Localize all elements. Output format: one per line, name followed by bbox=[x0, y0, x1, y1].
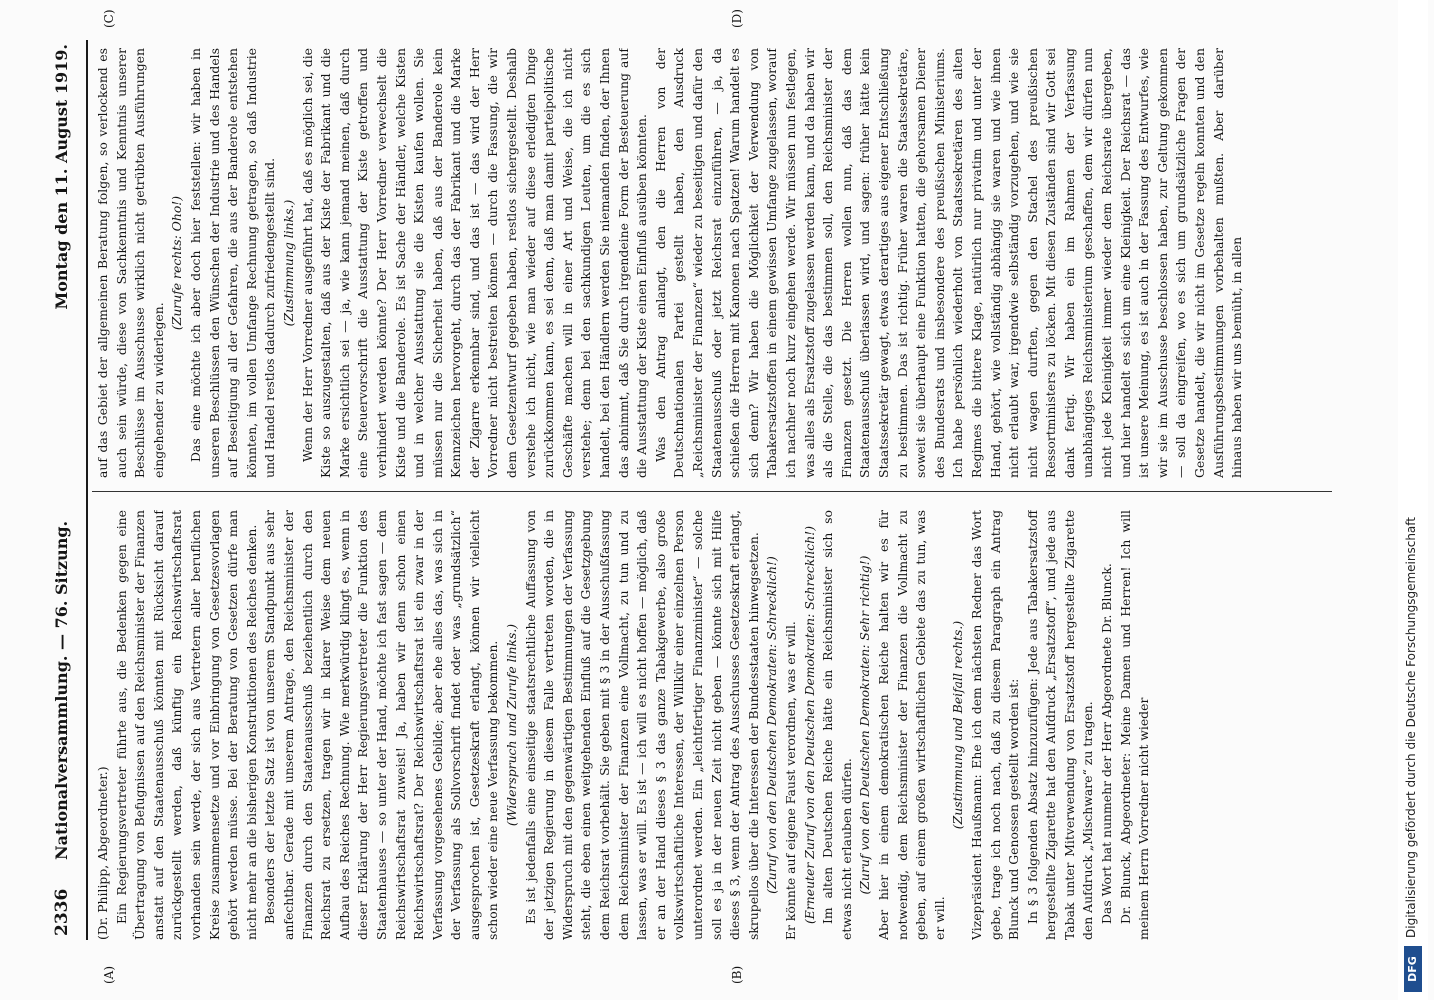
margin-letter-a: (A) bbox=[102, 965, 116, 984]
page-body bbox=[10, 9, 1410, 984]
paragraph: Im alten Deutschen Reiche hätte ein Reichsminister sich so etwas nicht erlauben dürfen. bbox=[820, 510, 854, 940]
paragraph: (Dr. Philipp, Abgeordneter.) bbox=[95, 766, 110, 940]
paragraph: (Zuruf von den Deutschen Demokraten: Schrecklich!) bbox=[764, 556, 780, 894]
right-text-column bbox=[94, 48, 1324, 478]
paragraph: Was den Antrag anlangt, den die Herren von der Deutschnationalen Partei gestellt haben, den Ausdruck „Reichsminister der Finanzen“ wieder zu beseitigen und dafür den Staatenausschuß oder jetzt Reichsrat einzuführen, — ja, da schießen die Herren mit Kanonen nach Spatzen! Warum handelt es sich denn? Wir haben die Möglichkeit der Verwendung von Tabakersatzstoffen in einem gewissen Umfange zugelassen, worauf ich nachher noch kurz eingehen werde. Wir müssen nun festlegen, was alles als Ersatzstoff zugelassen werden kann, und da haben wir als die Stelle, die das bestimmen soll, den Reichsminister der Finanzen gesetzt. Die Herren wollen nun, daß das dem Staatenausschuß überlassen wird, und sagen: früher hätte kein Staatssekretär gewagt, etwas derartiges aus eigener Entschließung zu bestimmen. Das ist richtig. Früher waren die Staatssekretäre, soweit sie überhaupt eine Funktion hatten, die gehorsamen Diener des Bundesrats und insbesondere des preußischen Ministeriums. Ich habe persönlich wiederholt von Staatssekretären des alten Regimes die bittere Klage, natürlich nur privatim und unter der Hand, gehört, wie vollständig abhängig sie waren und wie ihnen nicht erlaubt war, irgendwie selbständig vorzugehen, und wie sie nicht wagen durften, gegen den Stachel des preußischen Ressortministers zu löcken. Mit diesen Zuständen sind wir Gott sei dank fertig. Wir haben ein im Rahmen der Verfassung unabhängiges Reichsministerium geschaffen, dem wir dürfen nun nicht jede Kleinigkeit immer wieder dem Reichsrate übergeben, und hier handelt es sich um eine Kleinigkeit. Der Reichsrat — das ist unsere Meinung, es ist auch in der Fassung des Entwurfes, wie wir sie im Ausschusse beschlossen haben, zur Geltung gekommen — soll da eingreifen, wo es sich um grundsätzliche Fragen der Gesetze handelt, die wir nicht im Gesetze regeln konnten und den Ausführungsbestimmungen vorbehalten mußten. Aber darüber hinaus haben wir uns bemüht, in allen bbox=[652, 48, 1245, 478]
margin-letter-c: (C) bbox=[102, 9, 116, 28]
paragraph: (Zuruf von den Deutschen Demokraten: Sehr richtig!) bbox=[857, 555, 873, 895]
paragraph: Es ist jedenfalls eine einseitige staatsrechtliche Auffassung von der jetzigen Regierung in diesem Falle vertreten worden, die in Widerspruch mit den gegenwärtigen Bestimmungen der Verfassung steht, die eben einen weitgehenden Einfluß auf die Gesetzgebung dem Reichsrat vorbehält. Sie geben mit § 3 in der Ausschußfassung dem Reichsminister der Finanzen eine Vollmacht, zu tun und zu lassen, was er will. Es ist — ich will es nicht hoffen — möglich, daß er an der Hand dieses § 3 das ganze Tabakgewerbe, also große volkswirtschaftliche Interessen, der Willkür einer einzelnen Person unterordnet werden. Ein „leichtfertiger Finanzminister“ — solche soll es ja in der neuen Zeit nicht geben — könnte sich mit Hilfe dieses § 3, wenn der Antrag des Ausschusses Gesetzeskraft erlangt, skrupellos über die Interessen der Bundesstaaten hinwegsetzen. bbox=[522, 510, 761, 940]
header-rule bbox=[86, 40, 88, 940]
paragraph: Er könnte auf eigene Faust verordnen, was er will. bbox=[782, 621, 798, 940]
dfg-logo: DFG bbox=[1404, 946, 1422, 992]
paragraph: Ein Regierungsvertreter führte aus, die Bedenken gegen eine Übertragung von Befugnissen auf den Reichsminister der Finanzen anstatt auf den Staatenausschuß könnten mit Rücksicht darauf zurückgestellt werden, daß künftig ein Reichswirtschaftsrat vorhanden sein werde, der sich aus Vertretern aller beruflichen Kreise zusammensetze und vor Einbringung von Gesetzesvorlagen gehört werden müsse. Bei der Beratung von Gesetzen dürfe man nicht mehr an die bisherigen Konstruktionen des Reiches denken. bbox=[113, 510, 259, 940]
paragraph: Vizepräsident Haußmann: Ehe ich dem nächsten Redner das Wort gebe, trage ich noch nach, daß zu diesem Paragraph ein Antrag Blunck und Genossen gestellt worden ist: bbox=[968, 510, 1022, 940]
session-date: Montag den 11. August 1919. bbox=[52, 44, 71, 310]
paragraph: Das Wort hat nunmehr der Herr Abgeordnete Dr. Blunck. bbox=[1099, 563, 1115, 924]
paragraph: In § 3 folgenden Absatz hinzuzufügen: Jede aus Tabakersatzstoff hergestellte Zigarette hat den Aufdruck „Ersatzstoff“, und jede aus Tabak unter Mitverwendung von Ersatzstoff hergestellte Zigarette den Aufdruck „Mischware“ zu tragen. bbox=[1024, 510, 1096, 940]
paragraph: Besonders der letzte Satz ist von unserem Standpunkt aus sehr anfechtbar. Gerade mit unserem Antrage, den Reichsminister der Finanzen durch den Staatenausschuß beziehentlich durch den Reichsrat zu ersetzen, tragen wir in klarer Weise dem neuen Aufbau des Reiches Rechnung. Wie merkwürdig klingt es, wenn in dieser Erklärung der Herr Regierungsvertreter die Funktion des Staatenhauses — so unter der Hand, möchte ich fast sagen — dem Reichswirtschaftsrat zuweist! Ja, haben wir denn schon einen Reichswirtschaftsrat? Der Reichswirtschaftsrat ist ein zwar in der Verfassung vorgesehenes Gebilde; aber ehe alles das, was sich in der Verfassung als Sollvorschrift findet oder was „grundsätzlich“ ausgesprochen ist, Gesetzeskraft erlangt, können wir vielleicht schon wieder eine neue Verfassung bekommen. bbox=[262, 510, 501, 940]
column-divider bbox=[92, 491, 1332, 492]
paragraph: (Erneuter Zuruf von den Deutschen Demokraten: Schrecklich!) bbox=[801, 525, 817, 925]
paragraph: Wenn der Herr Vorredner ausgeführt hat, daß es möglich sei, die Kiste so auszugestalten, daß aus der Kiste der Fabrikant und die Marke ersichtlich sei — ja, wie kann jemand meinen, daß durch eine Steuervorschrift die Ausstattung der Kiste getroffen und verhindert werden könnte? Der Herr Vorredner verwechselt die Kiste und die Banderole. Es ist Sache der Händler, welche Kisten und in welcher Ausstattung sie die Kisten kaufen wollen. Sie müssen nur die Sicherheit haben, daß aus der Banderole kein Kennzeichen hervorgeht, durch das der Fabrikant und die Marke der Zigarre erkennbar sind, und das ist — das wird der Herr Vorredner nicht bestreiten können — durch die Fassung, die wir dem Gesetzentwurf gegeben haben, restlos sichergestellt. Deshalb verstehe ich nicht, wie man wieder auf diese erledigten Dinge zurückkommen kann, es sei denn, daß man damit parteipolitische Geschäfte machen will in einer Art und Weise, die ich nicht verstehe; denn bei den sachkundigen Leuten, um die es sich handelt, bei den Händlern werden Sie niemanden finden, der Ihnen das abnimmt, daß Sie durch irgendeine Form der Besteuerung auf die Ausstattung der Kiste einen Einfluß ausüben könnten. bbox=[299, 48, 650, 478]
funding-note: Digitalisierung gefördert durch die Deutsche Forschungsgemeinschaft bbox=[1404, 516, 1418, 938]
paragraph: (Zustimmung links.) bbox=[280, 199, 296, 327]
page-title: Nationalversammlung. — 76. Sitzung. bbox=[52, 520, 71, 860]
paragraph: (Widerspruch und Zurufe links.) bbox=[504, 623, 520, 827]
paragraph: auf das Gebiet der allgemeinen Beratung folgen, so verlockend es auch sein würde, diese von Sachkenntnis und Kenntnis unserer Beschlüsse im Ausschusse wirklich nicht getrübten Ausführungen eingehender zu widerlegen. bbox=[95, 48, 166, 478]
margin-letter-d: (D) bbox=[730, 9, 744, 28]
digitization-credit bbox=[1398, 0, 1428, 1000]
paragraph: Das eine möchte ich aber doch hier feststellen: wir haben in unseren Beschlüssen den Wünschen der Industrie und des Handels auf Beseitigung all der Gefahren, die aus der Banderole entstehen könnten, im vollen Umfange Rechnung getragen, so daß Industrie und Handel restlos dadurch zufriedengestellt sind. bbox=[187, 48, 278, 478]
page-number: 2336 bbox=[52, 888, 72, 936]
paragraph: (Zustimmung und Beifall rechts.) bbox=[950, 620, 966, 830]
paragraph: (Zurufe rechts: Oho!) bbox=[169, 195, 185, 331]
paragraph: Aber hier in einem demokratischen Reiche halten wir es für notwendig, dem Reichsminister der Finanzen die Vollmacht zu geben, auf einem großen wirtschaftlichen Gebiete das zu tun, was er will. bbox=[875, 510, 947, 940]
left-text-column bbox=[94, 510, 1324, 940]
page-header bbox=[48, 40, 80, 940]
paragraph: Dr. Blunck, Abgeordneter: Meine Damen und Herren! Ich will meinem Herrn Vorredner nicht wieder bbox=[1117, 510, 1152, 940]
margin-letter-b: (B) bbox=[730, 965, 744, 984]
